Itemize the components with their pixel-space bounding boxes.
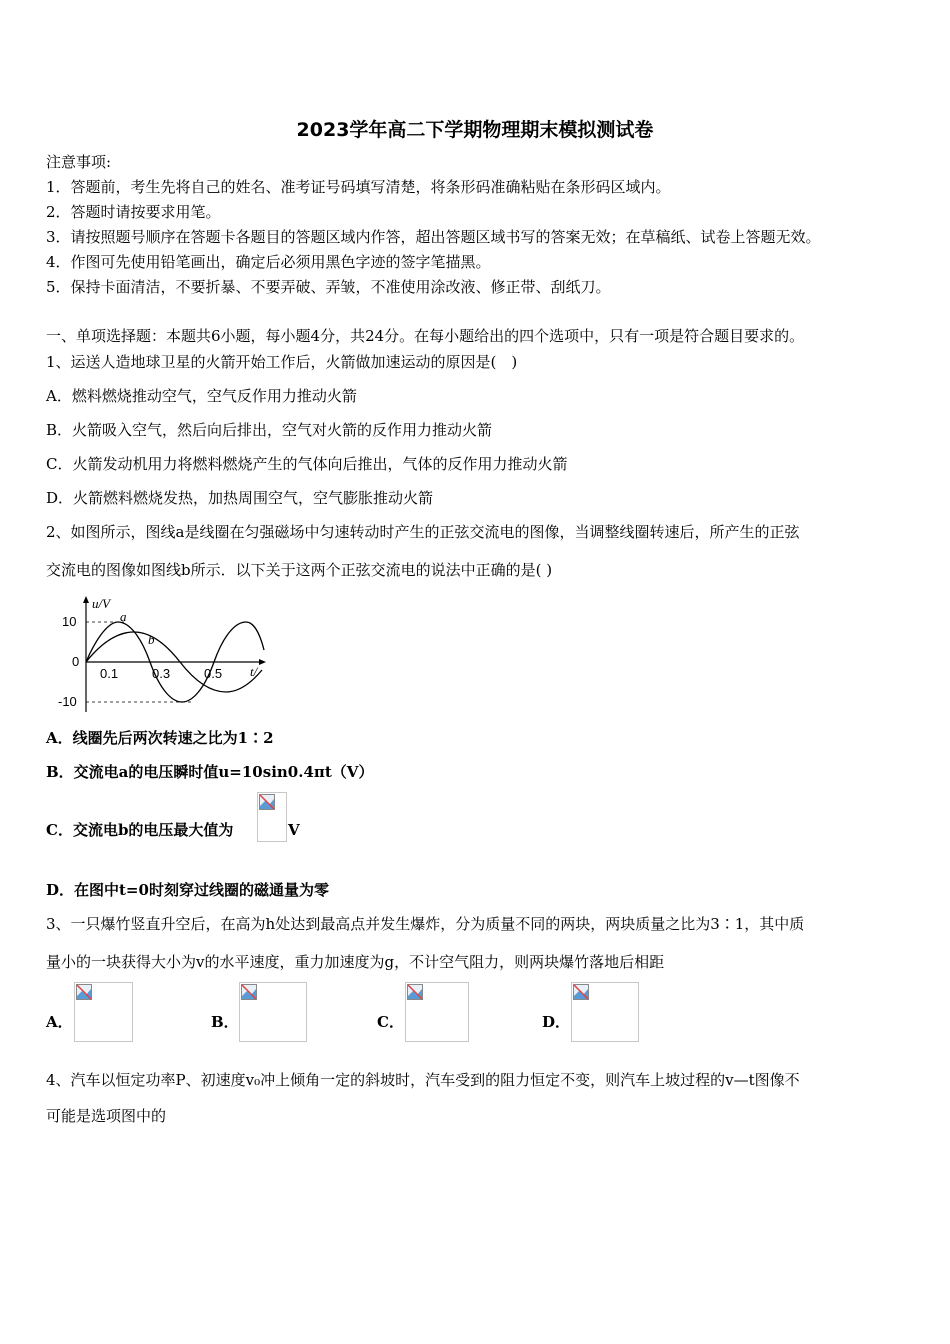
y-tick-label: 0 xyxy=(72,654,80,669)
y-axis-arrow xyxy=(83,596,89,603)
notice-item: 1．答题前，考生先将自己的姓名、准考证号码填写清楚，将条形码准确粘贴在条形码区域内。 xyxy=(46,178,671,196)
question-2-option-a: A．线圈先后两次转速之比为1∶2 xyxy=(46,729,274,747)
notice-item: 5．保持卡面清洁，不要折暴、不要弄破、弄皱，不准使用涂改液、修正带、刮纸刀。 xyxy=(46,278,611,296)
broken-image-icon xyxy=(257,792,287,842)
y-axis-label: u/V xyxy=(92,596,111,611)
broken-image-icon xyxy=(571,982,639,1042)
notice-item: 3．请按照题号顺序在答题卡各题目的答题区域内作答，超出答题区域书写的答案无效；在草稿纸、试卷上答题无效。 xyxy=(46,228,821,246)
question-4-stem-line1: 4、汽车以恒定功率P、初速度v₀冲上倾角一定的斜坡时，汽车受到的阻力恒定不变，则汽车上坡过程的v—t图像不 xyxy=(46,1071,800,1089)
question-2-option-c-prefix: C．交流电b的电压最大值为 xyxy=(46,821,234,839)
curve-a-label: a xyxy=(120,609,127,624)
question-3-option-c-label: C． xyxy=(377,1013,404,1031)
x-tick-label: 0.5 xyxy=(204,666,223,681)
x-tick-label: 0.1 xyxy=(100,666,119,681)
broken-image-icon xyxy=(74,982,133,1042)
question-1-stem: 1、运送人造地球卫星的火箭开始工作后，火箭做加速运动的原因是( ) xyxy=(46,353,518,371)
question-3-option-a-label: A． xyxy=(46,1013,73,1031)
x-tick-label: 0.3 xyxy=(152,666,171,681)
curve-b-label: b xyxy=(148,632,155,647)
broken-image-icon xyxy=(405,982,469,1042)
notice-heading: 注意事项: xyxy=(46,153,112,171)
question-2-stem-line2: 交流电的图像如图线b所示．以下关于这两个正弦交流电的说法中正确的是( ) xyxy=(46,561,553,579)
question-2-option-b: B．交流电a的电压瞬时值u=10sin0.4πt（V） xyxy=(46,763,374,781)
question-2-option-d: D．在图中t=0时刻穿过线圈的磁通量为零 xyxy=(46,881,329,899)
question-3-stem-line1: 3、一只爆竹竖直升空后，在高为h处达到最高点并发生爆炸，分为质量不同的两块，两块质量之比为3∶1，其中质 xyxy=(46,915,805,933)
question-2-option-c-unit: V xyxy=(288,821,300,839)
x-axis-arrow xyxy=(259,659,266,665)
question-2-stem-line1: 2、如图所示，图线a是线圈在匀强磁场中匀速转动时产生的正弦交流电的图像，当调整线圈转速后，所产生的正弦 xyxy=(46,523,800,541)
broken-image-icon xyxy=(239,982,307,1042)
page-title: 2023学年高二下学期物理期末模拟测试卷 xyxy=(296,119,654,141)
question-3-stem-line2: 量小的一块获得大小为v的水平速度，重力加速度为g，不计空气阻力，则两块爆竹落地后相距 xyxy=(46,953,665,971)
question-1-option-b: B．火箭吸入空气，然后向后排出，空气对火箭的反作用力推动火箭 xyxy=(46,421,493,439)
notice-item: 2．答题时请按要求用笔。 xyxy=(46,203,221,221)
question-4-stem-line2: 可能是选项图中的 xyxy=(46,1107,167,1125)
notice-item: 4．作图可先使用铅笔画出，确定后必须用黑色字迹的签字笔描黑。 xyxy=(46,253,491,271)
question-1-option-c: C．火箭发动机用力将燃料燃烧产生的气体向后推出，气体的反作用力推动火箭 xyxy=(46,455,568,473)
question-1-option-d: D．火箭燃料燃烧发热，加热周围空气，空气膨胀推动火箭 xyxy=(46,489,434,507)
section-heading: 一、单项选择题：本题共6小题，每小题4分，共24分。在每小题给出的四个选项中，只有一项是符合题目要求的。 xyxy=(46,327,805,345)
question-3-option-b-label: B． xyxy=(211,1013,239,1031)
question-1-option-a: A．燃料燃烧推动空气，空气反作用力推动火箭 xyxy=(46,387,357,405)
x-axis-label: t/ xyxy=(250,664,258,679)
ac-waveform-figure xyxy=(52,594,272,718)
y-tick-label: -10 xyxy=(58,694,77,709)
question-3-option-d-label: D． xyxy=(542,1013,571,1031)
y-tick-label: 10 xyxy=(62,614,77,629)
